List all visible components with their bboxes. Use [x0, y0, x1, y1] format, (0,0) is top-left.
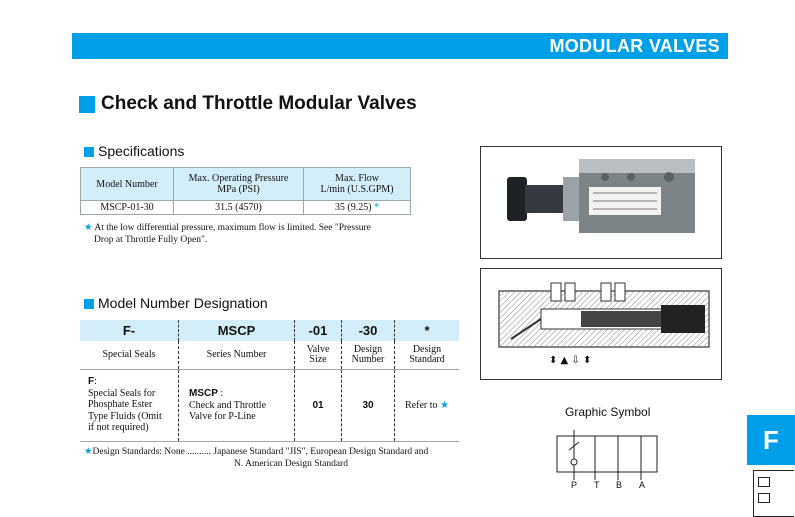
footnote-l1: Design Standards: None .......... Japanese Standard "JIS", European Design Standard and — [92, 447, 429, 457]
star-icon: ★ — [440, 400, 449, 411]
designation-footnote — [84, 446, 504, 470]
spec-flow-mark: * — [374, 202, 380, 213]
seals-cell — [80, 370, 179, 442]
standard-value: Refer to — [405, 400, 438, 411]
series-desc-1: Check and Throttle — [189, 399, 267, 411]
side-tab: F — [747, 415, 795, 465]
code-valve-size: -01 — [295, 320, 342, 341]
spec-flow — [304, 201, 411, 215]
seals-code: F: — [88, 376, 97, 388]
designation-table — [80, 320, 459, 442]
seals-desc-3: Type Fluids (Omit — [88, 410, 162, 422]
valve-section-illustration — [481, 269, 721, 379]
spec-col-pressure-l1: Max. Operating Pressure — [188, 173, 289, 184]
product-photo — [480, 146, 722, 259]
port-label-p: P — [571, 480, 578, 490]
size-value: 01 — [295, 370, 342, 442]
label-design-standard — [395, 341, 460, 370]
designation-code-row — [80, 320, 459, 341]
series-desc-2: Valve for P-Line — [189, 411, 256, 423]
page-title: Check and Throttle Modular Valves — [101, 93, 417, 114]
port-label-t: T — [594, 480, 600, 490]
port-label-b: B — [616, 480, 623, 490]
spec-model: MSCP-01-30 — [81, 201, 174, 215]
designation-marker-icon — [84, 299, 94, 309]
designation-label-row — [80, 341, 459, 370]
seals-code-value: F — [88, 376, 95, 388]
series-cell — [179, 370, 295, 442]
valve-photo-illustration — [481, 147, 721, 258]
spec-header-row — [81, 168, 411, 201]
spec-pressure: 31.5 (4570) — [174, 201, 304, 215]
label-valve-size — [295, 341, 342, 370]
section-title: MODULAR VALVES — [549, 36, 720, 56]
spec-col-model: Model Number — [81, 168, 174, 201]
spec-note-l2: Drop at Throttle Fully Open". — [94, 235, 208, 245]
side-tab-index-icon — [753, 470, 794, 517]
label-valve-size-l1: Valve — [306, 344, 330, 355]
spec-heading: Specifications — [98, 143, 185, 159]
designation-value-row — [80, 370, 459, 442]
star-icon: ★ — [84, 447, 93, 457]
seals-desc-2: Phosphate Ester — [88, 399, 153, 411]
series-code-value: MSCP — [189, 388, 218, 400]
spec-marker-icon — [84, 147, 94, 157]
label-design-standard-l1: Design — [412, 344, 442, 355]
port-label-a: A — [639, 480, 646, 490]
graphic-symbol-label: Graphic Symbol — [565, 405, 651, 419]
label-design-number-l2: Number — [351, 354, 385, 365]
footnote-l2: N. American Design Standard — [234, 459, 348, 469]
spec-col-flow — [304, 168, 411, 201]
spec-col-flow-l2: L/min (U.S.GPM) — [320, 184, 394, 195]
series-code: MSCP : — [189, 388, 224, 400]
label-design-number-l1: Design — [353, 344, 383, 355]
label-special-seals: Special Seals — [80, 341, 179, 370]
graphic-symbol — [555, 428, 665, 488]
spec-col-flow-l1: Max. Flow — [335, 173, 379, 184]
seals-desc-1: Special Seals for — [88, 387, 156, 399]
spec-col-pressure — [174, 168, 304, 201]
section-banner — [72, 33, 728, 59]
spec-col-pressure-l2: MPa (PSI) — [217, 184, 260, 195]
label-valve-size-l2: Size — [309, 354, 327, 365]
title-marker-icon — [79, 96, 95, 113]
svg-text:⬍ ▲ ⇩ ⬍: ⬍ ▲ ⇩ ⬍ — [549, 355, 592, 366]
label-design-standard-l2: Standard — [409, 354, 445, 365]
code-design-number: -30 — [342, 320, 395, 341]
code-series: MSCP — [179, 320, 295, 341]
designation-heading: Model Number Designation — [98, 295, 268, 311]
label-series-number: Series Number — [179, 341, 295, 370]
table-row — [81, 201, 411, 215]
standard-cell — [395, 370, 460, 442]
spec-note-l1: At the low differential pressure, maximum flow is limited. See "Pressure — [94, 223, 371, 233]
star-icon: ★ — [84, 223, 93, 233]
code-design-standard: * — [395, 320, 460, 341]
spec-note — [84, 222, 424, 246]
spec-table — [80, 167, 411, 215]
spec-flow-value: 35 (9.25) — [334, 202, 372, 213]
code-special-seals: F- — [80, 320, 179, 341]
design-value: 30 — [342, 370, 395, 442]
cross-section-diagram — [480, 268, 722, 380]
seals-desc-4: if not required) — [88, 422, 149, 434]
label-design-number — [342, 341, 395, 370]
